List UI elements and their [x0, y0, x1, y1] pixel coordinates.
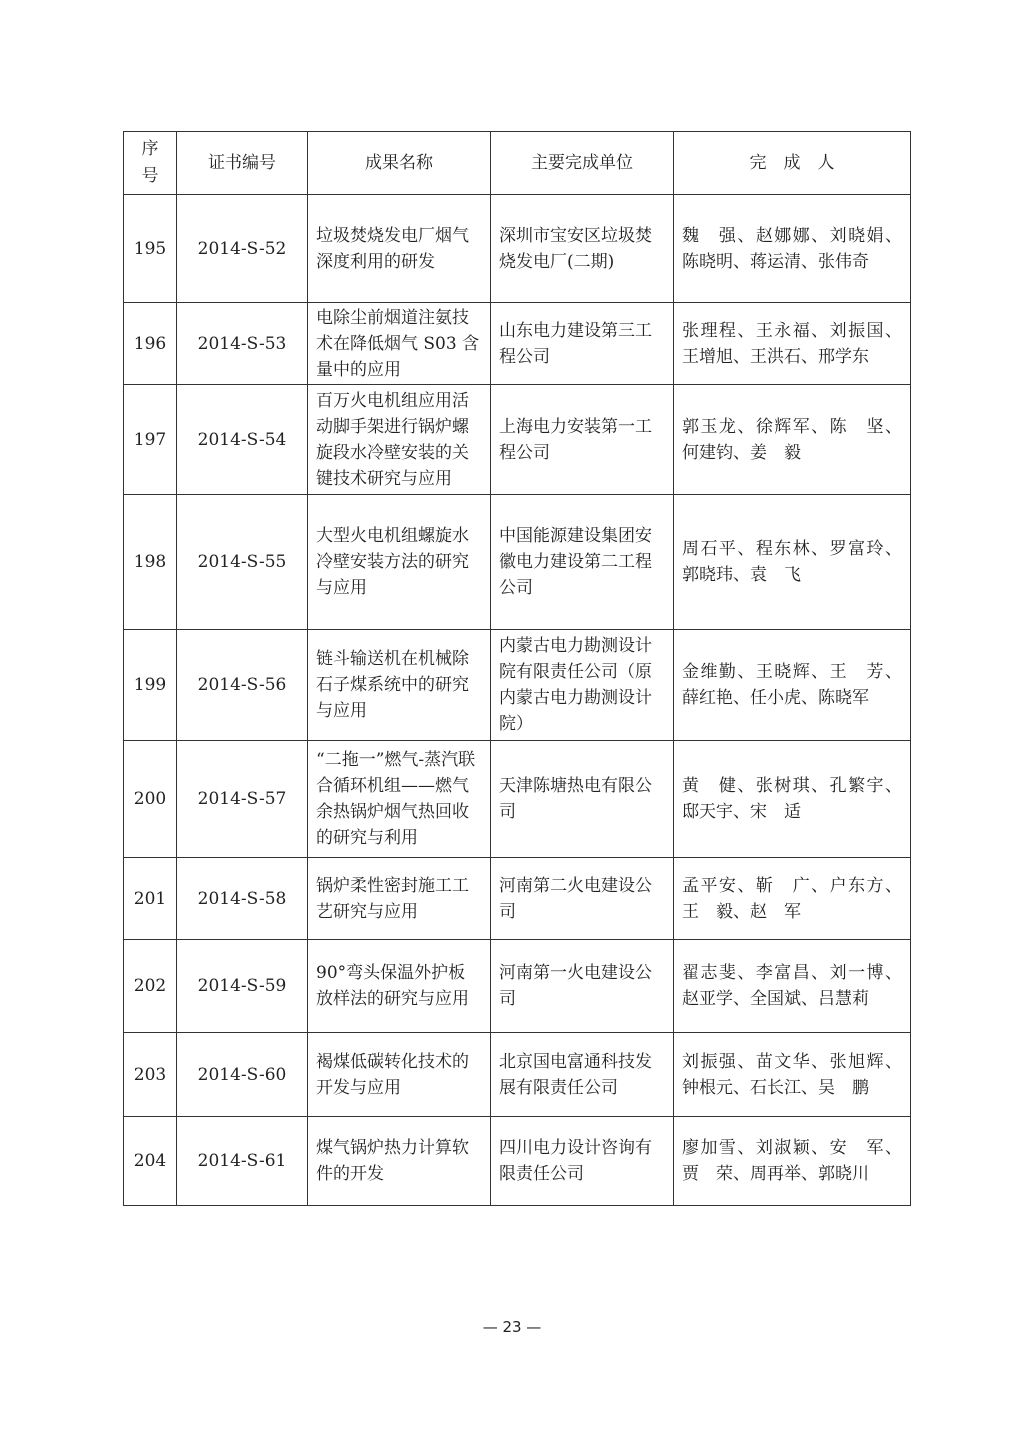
table-row [124, 1033, 911, 1117]
row-cert: 2014-S-58 [177, 858, 308, 940]
row-seq: 200 [124, 741, 177, 858]
table-row [124, 195, 911, 303]
row-title: 垃圾焚烧发电厂烟气深度利用的研发 [308, 195, 491, 303]
row-title: 90°弯头保温外护板放样法的研究与应用 [308, 940, 491, 1033]
header-seq-line1: 序 [141, 139, 159, 159]
row-seq: 196 [124, 303, 177, 385]
table-row [124, 303, 911, 385]
row-cert: 2014-S-54 [177, 385, 308, 495]
row-unit: 河南第二火电建设公司 [491, 858, 674, 940]
header-people: 完 成 人 [674, 132, 911, 195]
row-seq: 195 [124, 195, 177, 303]
row-title: 电除尘前烟道注氨技术在降低烟气 S03 含量中的应用 [308, 303, 491, 385]
table-header-row [124, 132, 911, 195]
table-row [124, 385, 911, 495]
row-seq: 203 [124, 1033, 177, 1117]
row-people: 翟志斐、李富昌、刘一博、赵亚学、全国斌、吕慧莉 [674, 940, 911, 1033]
awards-table [123, 131, 911, 1206]
row-cert: 2014-S-55 [177, 495, 308, 630]
row-seq: 202 [124, 940, 177, 1033]
header-unit: 主要完成单位 [491, 132, 674, 195]
row-seq: 204 [124, 1117, 177, 1206]
row-title: 煤气锅炉热力计算软件的开发 [308, 1117, 491, 1206]
row-seq: 198 [124, 495, 177, 630]
row-seq: 197 [124, 385, 177, 495]
row-unit: 山东电力建设第三工程公司 [491, 303, 674, 385]
row-cert: 2014-S-61 [177, 1117, 308, 1206]
header-seq-line2: 号 [141, 166, 159, 186]
row-title: 褐煤低碳转化技术的开发与应用 [308, 1033, 491, 1117]
row-people: 金维勤、王晓辉、王 芳、薛红艳、任小虎、陈晓军 [674, 630, 911, 741]
table-row [124, 495, 911, 630]
page-number: — 23 — [482, 1318, 542, 1336]
row-cert: 2014-S-59 [177, 940, 308, 1033]
table-row [124, 741, 911, 858]
row-title: 链斗输送机在机械除石子煤系统中的研究与应用 [308, 630, 491, 741]
table-row [124, 630, 911, 741]
row-people: 廖加雪、刘淑颖、安 军、贾 荣、周再举、郭晓川 [674, 1117, 911, 1206]
row-title: 百万火电机组应用活动脚手架进行锅炉螺旋段水冷壁安装的关键技术研究与应用 [308, 385, 491, 495]
row-unit: 中国能源建设集团安徽电力建设第二工程公司 [491, 495, 674, 630]
header-title: 成果名称 [308, 132, 491, 195]
table-row [124, 1117, 911, 1206]
row-unit: 北京国电富通科技发展有限责任公司 [491, 1033, 674, 1117]
row-seq: 201 [124, 858, 177, 940]
row-people: 孟平安、靳 广、户东方、王 毅、赵 军 [674, 858, 911, 940]
row-cert: 2014-S-60 [177, 1033, 308, 1117]
row-title: 锅炉柔性密封施工工艺研究与应用 [308, 858, 491, 940]
row-unit: 四川电力设计咨询有限责任公司 [491, 1117, 674, 1206]
row-cert: 2014-S-57 [177, 741, 308, 858]
row-seq: 199 [124, 630, 177, 741]
row-unit: 上海电力安装第一工程公司 [491, 385, 674, 495]
row-people: 郭玉龙、徐辉军、陈 坚、何建钧、姜 毅 [674, 385, 911, 495]
table-row [124, 940, 911, 1033]
row-unit: 深圳市宝安区垃圾焚烧发电厂(二期) [491, 195, 674, 303]
row-people: 黄 健、张树琪、孔繁宇、邸天宇、宋 适 [674, 741, 911, 858]
row-people: 刘振强、苗文华、张旭辉、钟根元、石长江、吴 鹏 [674, 1033, 911, 1117]
header-cert: 证书编号 [177, 132, 308, 195]
row-people: 张理程、王永福、刘振国、王增旭、王洪石、邢学东 [674, 303, 911, 385]
row-cert: 2014-S-52 [177, 195, 308, 303]
row-cert: 2014-S-56 [177, 630, 308, 741]
header-seq [124, 132, 177, 195]
row-people: 魏 强、赵娜娜、刘晓娟、陈晓明、蒋运清、张伟奇 [674, 195, 911, 303]
table-row [124, 858, 911, 940]
row-cert: 2014-S-53 [177, 303, 308, 385]
row-title: “二拖一”燃气-蒸汽联合循环机组——燃气余热锅炉烟气热回收的研究与利用 [308, 741, 491, 858]
row-people: 周石平、程东林、罗富玲、郭晓玮、袁 飞 [674, 495, 911, 630]
row-unit: 内蒙古电力勘测设计院有限责任公司（原内蒙古电力勘测设计院） [491, 630, 674, 741]
row-title: 大型火电机组螺旋水冷壁安装方法的研究与应用 [308, 495, 491, 630]
row-unit: 河南第一火电建设公司 [491, 940, 674, 1033]
row-unit: 天津陈塘热电有限公司 [491, 741, 674, 858]
